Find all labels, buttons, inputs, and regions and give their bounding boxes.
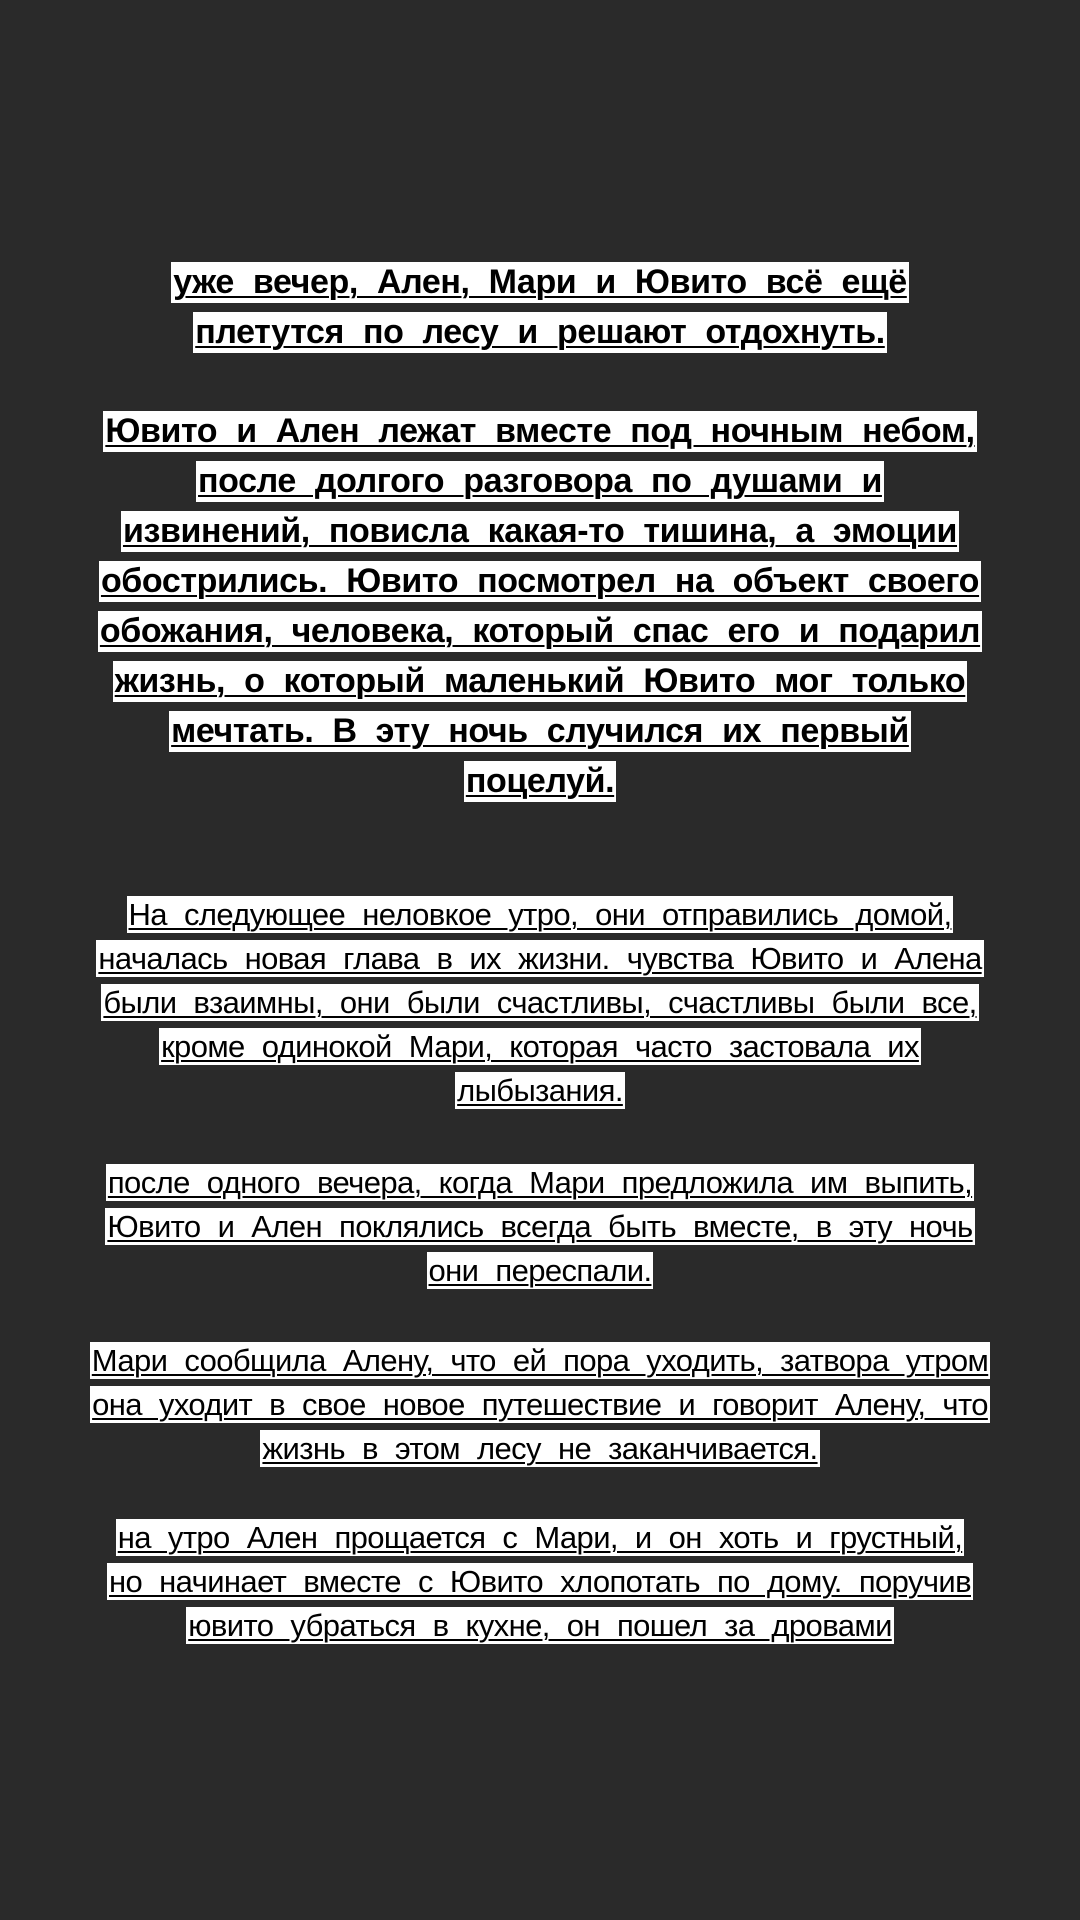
text-line: жизнь в этом лесу не заканчивается. (262, 1431, 818, 1466)
paragraph-1 (0, 262, 1080, 362)
text-line: кроме одинокой Мари, которая часто застовала их (161, 1029, 919, 1064)
text-line: На следующее неловкое утро, они отправились домой, (128, 897, 952, 932)
text-line: после долгого разговора по душами и (198, 462, 882, 500)
text-line: ювито убраться в кухне, он пошел за дровами (188, 1608, 892, 1643)
paragraph-4 (0, 1164, 1080, 1296)
paragraph-2 (0, 411, 1080, 811)
text-line: Ювито и Ален поклялись всегда быть вместе, в эту ночь (107, 1209, 973, 1244)
text-line: жизнь, о который маленький Ювито мог только (114, 662, 966, 700)
text-line: на утро Ален прощается с Мари, и он хоть и грустный, (117, 1520, 963, 1555)
paragraph-3 (0, 896, 1080, 1116)
text-line: Мари сообщила Алену, что ей пора уходить, затвора утром (91, 1343, 989, 1378)
paragraph-5 (0, 1342, 1080, 1474)
paragraph-6 (0, 1519, 1080, 1651)
text-line: мечтать. В эту ночь случился их первый (171, 712, 909, 750)
text-line: извинений, повисла какая-то тишина, а эмоции (122, 512, 958, 550)
text-line: были взаимны, они были счастливы, счастливы были все, (103, 985, 977, 1020)
text-line: она уходит в свое новое путешествие и говорит Алену, что (92, 1387, 988, 1422)
text-line: обострились. Ювито посмотрел на объект своего (100, 562, 980, 600)
text-line: обожания, человека, который спас его и подарил (99, 612, 981, 650)
text-line: началась новая глава в их жизни. чувства Ювито и Алена (98, 941, 982, 976)
text-line: плетутся по лесу и решают отдохнуть. (195, 313, 885, 351)
text-line: уже вечер, Ален, Мари и Ювито всё ещё (173, 263, 907, 301)
text-line: но начинает вместе с Ювито хлопотать по дому. поручив (108, 1564, 971, 1599)
text-line: после одного вечера, когда Мари предложила им выпить, (107, 1165, 973, 1200)
text-line: они переспали. (428, 1253, 652, 1288)
text-line: Ювито и Ален лежат вместе под ночным небом, (105, 412, 975, 450)
text-line: поцелуй. (465, 762, 615, 800)
text-line: лыбызания. (457, 1073, 623, 1108)
